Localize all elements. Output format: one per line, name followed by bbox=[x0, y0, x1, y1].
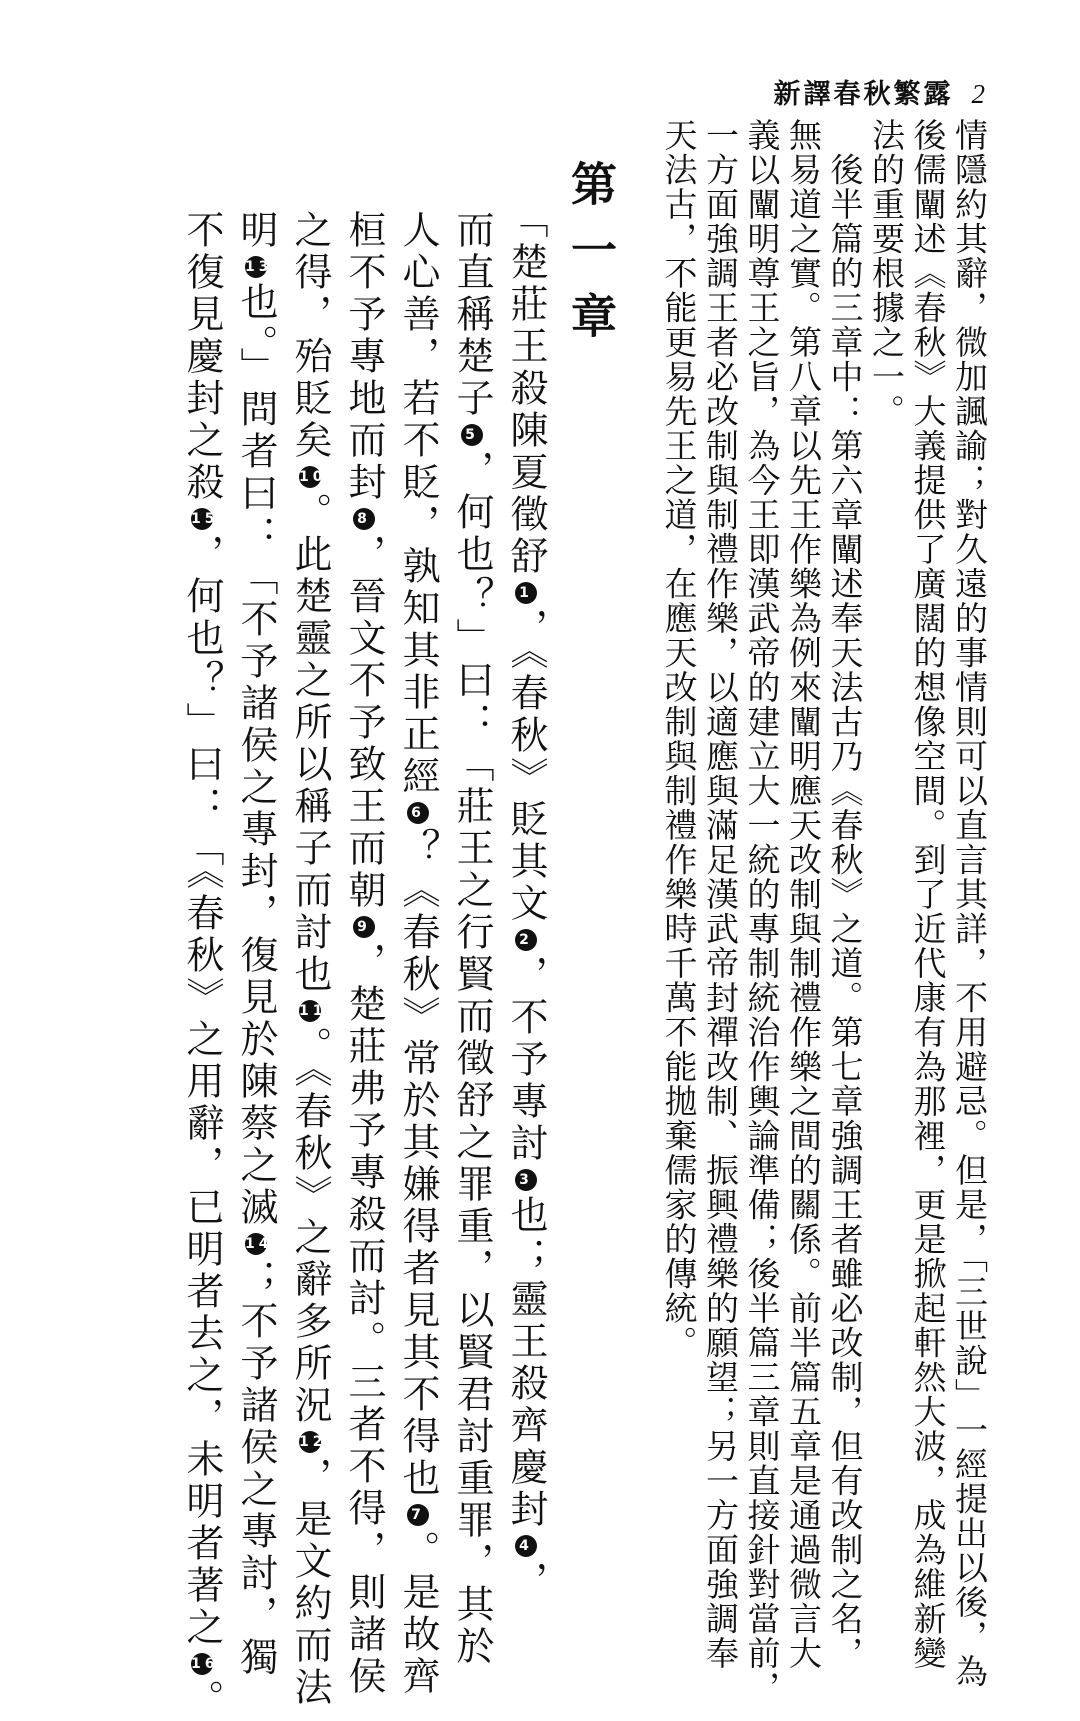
text-segment: 不復見慶封之殺 bbox=[180, 210, 224, 504]
footnote-marker[interactable]: 15 bbox=[191, 508, 213, 530]
footnote-marker[interactable]: 4 bbox=[515, 1535, 537, 1557]
text-segment: 人心善，若不貶，孰知其非正經 bbox=[396, 210, 440, 798]
footnote-marker[interactable]: 11 bbox=[299, 1000, 321, 1022]
text-segment: ；不予諸侯之專討，獨 bbox=[234, 1259, 278, 1679]
running-header bbox=[774, 72, 989, 111]
footnote-marker[interactable]: 12 bbox=[299, 1431, 321, 1453]
footnote-marker[interactable]: 6 bbox=[407, 802, 429, 824]
text-segment: 也。」問者曰：「不予諸侯之專封，復見於陳蔡之滅 bbox=[234, 282, 278, 1229]
text-segment: ，何也？」曰：「《春秋》之用辭，已明者去之，未明者著之 bbox=[180, 534, 224, 1649]
intro-column: 義以闡明尊王之旨，為今王即漢武帝的建立大一統的專制統治作輿論準備；後半篇三章則直接針對當前， bbox=[742, 118, 782, 1705]
text-column bbox=[342, 210, 386, 1698]
footnote-marker[interactable]: 8 bbox=[353, 508, 375, 530]
footnote-marker[interactable]: 2 bbox=[515, 929, 537, 951]
intro-column: 後半篇的三章中：第六章闡述奉天法古乃《春秋》之道。第七章強調王者雖必改制，但有改制之名， bbox=[825, 118, 865, 1671]
text-segment: 。是故齊 bbox=[396, 1530, 440, 1698]
intro-column: 情隱約其辭，微加諷諭；對久遠的事情則可以直言其詳，不用避忌。但是，「三世說」一經提出以後，為 bbox=[950, 118, 989, 1689]
text-segment: 。此楚靈之所以稱子而討也 bbox=[288, 492, 332, 996]
intro-column: 天法古，不能更易先王之道，在應天改制與制禮作樂時千萬不能拋棄儒家的傳統。 bbox=[659, 118, 699, 1360]
footnote-marker[interactable]: 9 bbox=[353, 916, 375, 938]
text-column bbox=[504, 200, 548, 1603]
text-segment: 也；靈王殺齊慶封 bbox=[504, 1195, 548, 1531]
footnote-marker[interactable]: 3 bbox=[515, 1169, 537, 1191]
text-column bbox=[288, 210, 332, 1709]
book-title: 新譯春秋繁露 bbox=[773, 79, 954, 110]
text-segment: 。 bbox=[180, 1679, 224, 1721]
footnote-marker[interactable]: 16 bbox=[191, 1653, 213, 1675]
text-segment: ，何也？」曰：「莊王之行賢而徵舒之罪重，以賢君討重罪，其於 bbox=[450, 450, 494, 1668]
footnote-marker[interactable]: 10 bbox=[299, 466, 321, 488]
text-segment: ？《春秋》常於其嫌得者見其不得也 bbox=[396, 828, 440, 1500]
text-segment: ，不予專討 bbox=[504, 955, 548, 1165]
text-segment: ，楚莊弗予專殺而討。三者不得，則諸侯 bbox=[342, 942, 386, 1698]
text-segment: ， bbox=[504, 1561, 548, 1603]
intro-column: 無易道之實。第八章以先王作樂為例來闡明應天改制與制禮作樂之間的關係。前半篇五章是通過微言大 bbox=[784, 118, 823, 1671]
text-segment: ，《春秋》貶其文 bbox=[504, 608, 548, 925]
footnote-marker[interactable]: 13 bbox=[245, 256, 267, 278]
footnote-marker[interactable]: 7 bbox=[407, 1504, 429, 1526]
text-segment: 桓不予專地而封 bbox=[342, 210, 386, 504]
footnote-marker[interactable]: 1 bbox=[515, 582, 537, 604]
text-segment: ，是文約而法 bbox=[288, 1457, 332, 1709]
text-segment: 明 bbox=[234, 210, 278, 252]
intro-column: 後儒闡述《春秋》大義提供了廣闊的想像空間。到了近代康有為那裡，更是掀起軒然大波，成為維新變 bbox=[908, 118, 948, 1671]
text-segment: 而直稱楚子 bbox=[450, 210, 494, 420]
footnote-marker[interactable]: 14 bbox=[245, 1233, 267, 1255]
text-segment: 之得，殆貶矣 bbox=[288, 210, 332, 462]
intro-column: 法的重要根據之一。 bbox=[867, 118, 906, 429]
page-number: 2 bbox=[971, 79, 988, 109]
chapter-title: 第一章 bbox=[564, 160, 618, 358]
text-segment: 。《春秋》之辭多所況 bbox=[288, 1026, 332, 1427]
text-segment: ，晉文不予致王而朝 bbox=[342, 534, 386, 912]
text-column bbox=[396, 210, 440, 1698]
text-column bbox=[234, 210, 278, 1679]
text-column bbox=[450, 210, 494, 1668]
intro-column: 一方面強調王者必改制與制禮作樂，以適應與滿足漢武帝封禪改制、振興禮樂的願望；另一方面強調奉 bbox=[701, 118, 740, 1671]
text-column bbox=[180, 210, 224, 1721]
footnote-marker[interactable]: 5 bbox=[461, 424, 483, 446]
text-segment: 「楚莊王殺陳夏徵舒 bbox=[504, 200, 548, 578]
